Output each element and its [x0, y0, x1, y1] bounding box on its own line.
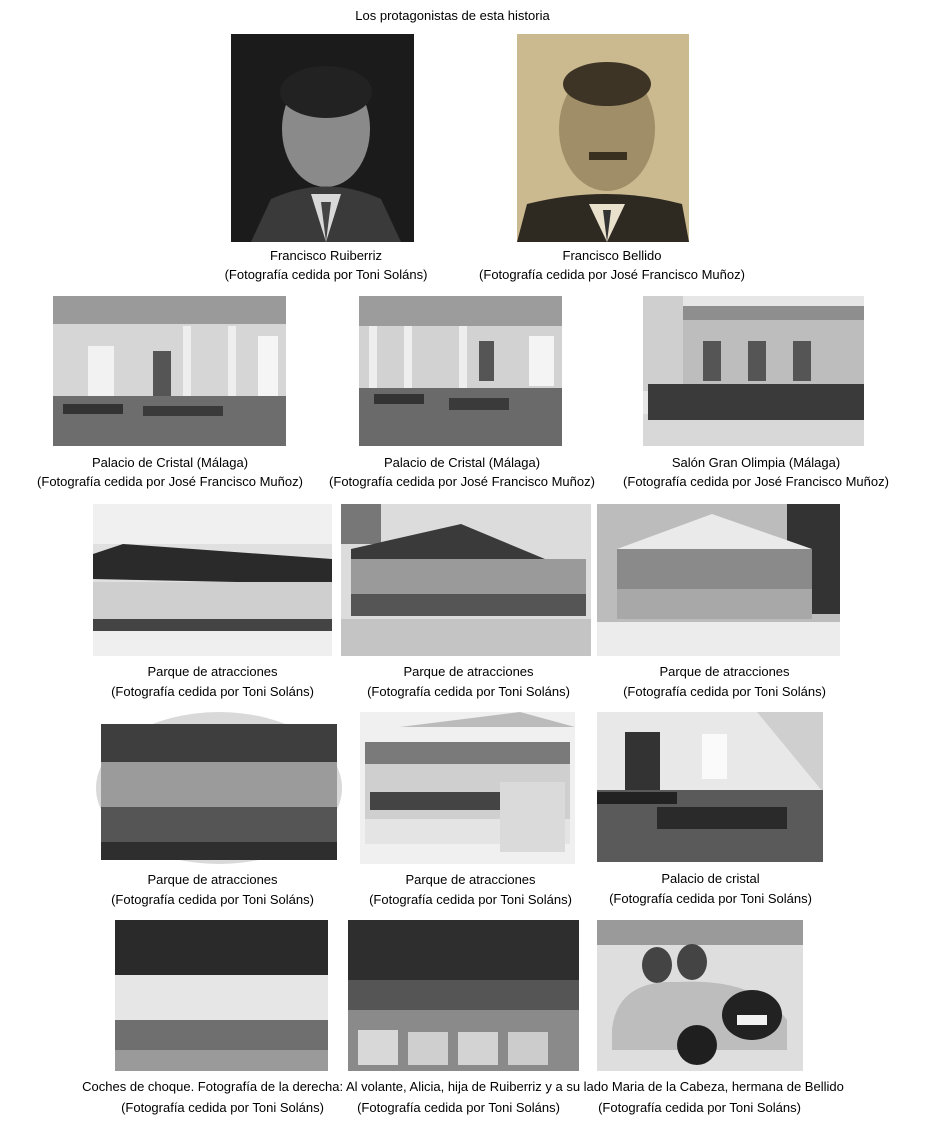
photo-coches-choque-1 — [115, 920, 328, 1071]
caption-credit: (Fotografía cedida por Toni Soláns) — [623, 684, 826, 699]
photo-palacio-cristal-2 — [359, 296, 562, 446]
caption-title: Palacio de Cristal (Málaga) — [383, 455, 541, 470]
portrait-photo-bellido — [517, 34, 689, 242]
caption-title: Parque de atracciones — [147, 872, 278, 887]
caption-credit: (Fotografía cedida por Toni Soláns) — [111, 892, 314, 907]
caption-title: Parque de atracciones — [659, 664, 790, 679]
photo-salon-gran-olimpia — [643, 296, 864, 446]
photo-palacio-cristal-1 — [53, 296, 286, 446]
photo-palacio-cristal-barcas — [597, 712, 823, 862]
photo-coches-choque-alicia — [597, 920, 803, 1071]
caption-title: Francisco Ruiberriz — [270, 248, 382, 263]
page-title: Los protagonistas de esta historia — [355, 8, 550, 23]
caption-title: Parque de atracciones — [147, 664, 278, 679]
caption-credit: (Fotografía cedida por Toni Soláns) — [111, 684, 314, 699]
caption-credit: (Fotografía cedida por José Francisco Muñoz) — [329, 474, 595, 489]
caption-title: Palacio de Cristal (Málaga) — [91, 455, 249, 470]
caption-title: Parque de atracciones — [403, 664, 534, 679]
caption-credit: (Fotografía cedida por Toni Soláns) — [609, 891, 812, 906]
caption-title: Parque de atracciones — [405, 872, 536, 887]
photo-coches-choque-2 — [348, 920, 579, 1071]
portrait-photo-ruiberriz — [231, 34, 414, 242]
caption-credit: (Fotografía cedida por Toni Soláns) — [121, 1100, 324, 1115]
photo-parque-atracciones-1 — [93, 504, 332, 656]
caption-credit: (Fotografía cedida por Toni Soláns) — [598, 1100, 801, 1115]
caption-credit: (Fotografía cedida por Toni Soláns) — [367, 684, 570, 699]
photo-parque-atracciones-pista — [360, 712, 575, 864]
caption-credit: (Fotografía cedida por Toni Soláns) — [357, 1100, 560, 1115]
caption-title: Salón Gran Olimpia (Málaga) — [671, 455, 841, 470]
caption-credit: (Fotografía cedida por Toni Soláns) — [369, 892, 572, 907]
shared-caption: Coches de choque. Fotografía de la derecha: Al volante, Alicia, hija de Ruiberriz y a su lado Maria de la Cabeza, hermana de Bellido — [82, 1079, 844, 1094]
caption-title: Palacio de cristal — [661, 871, 760, 886]
photo-parque-atracciones-carrusel — [96, 712, 342, 864]
caption-credit: (Fotografía cedida por José Francisco Muñoz) — [479, 267, 745, 282]
caption-credit: (Fotografía cedida por José Francisco Muñoz) — [37, 474, 303, 489]
photo-parque-atracciones-2 — [341, 504, 591, 656]
caption-credit: (Fotografía cedida por Toni Soláns) — [224, 267, 428, 282]
photo-parque-atracciones-3 — [597, 504, 840, 656]
caption-title: Francisco Bellido — [562, 248, 662, 263]
caption-credit: (Fotografía cedida por José Francisco Muñoz) — [623, 474, 889, 489]
